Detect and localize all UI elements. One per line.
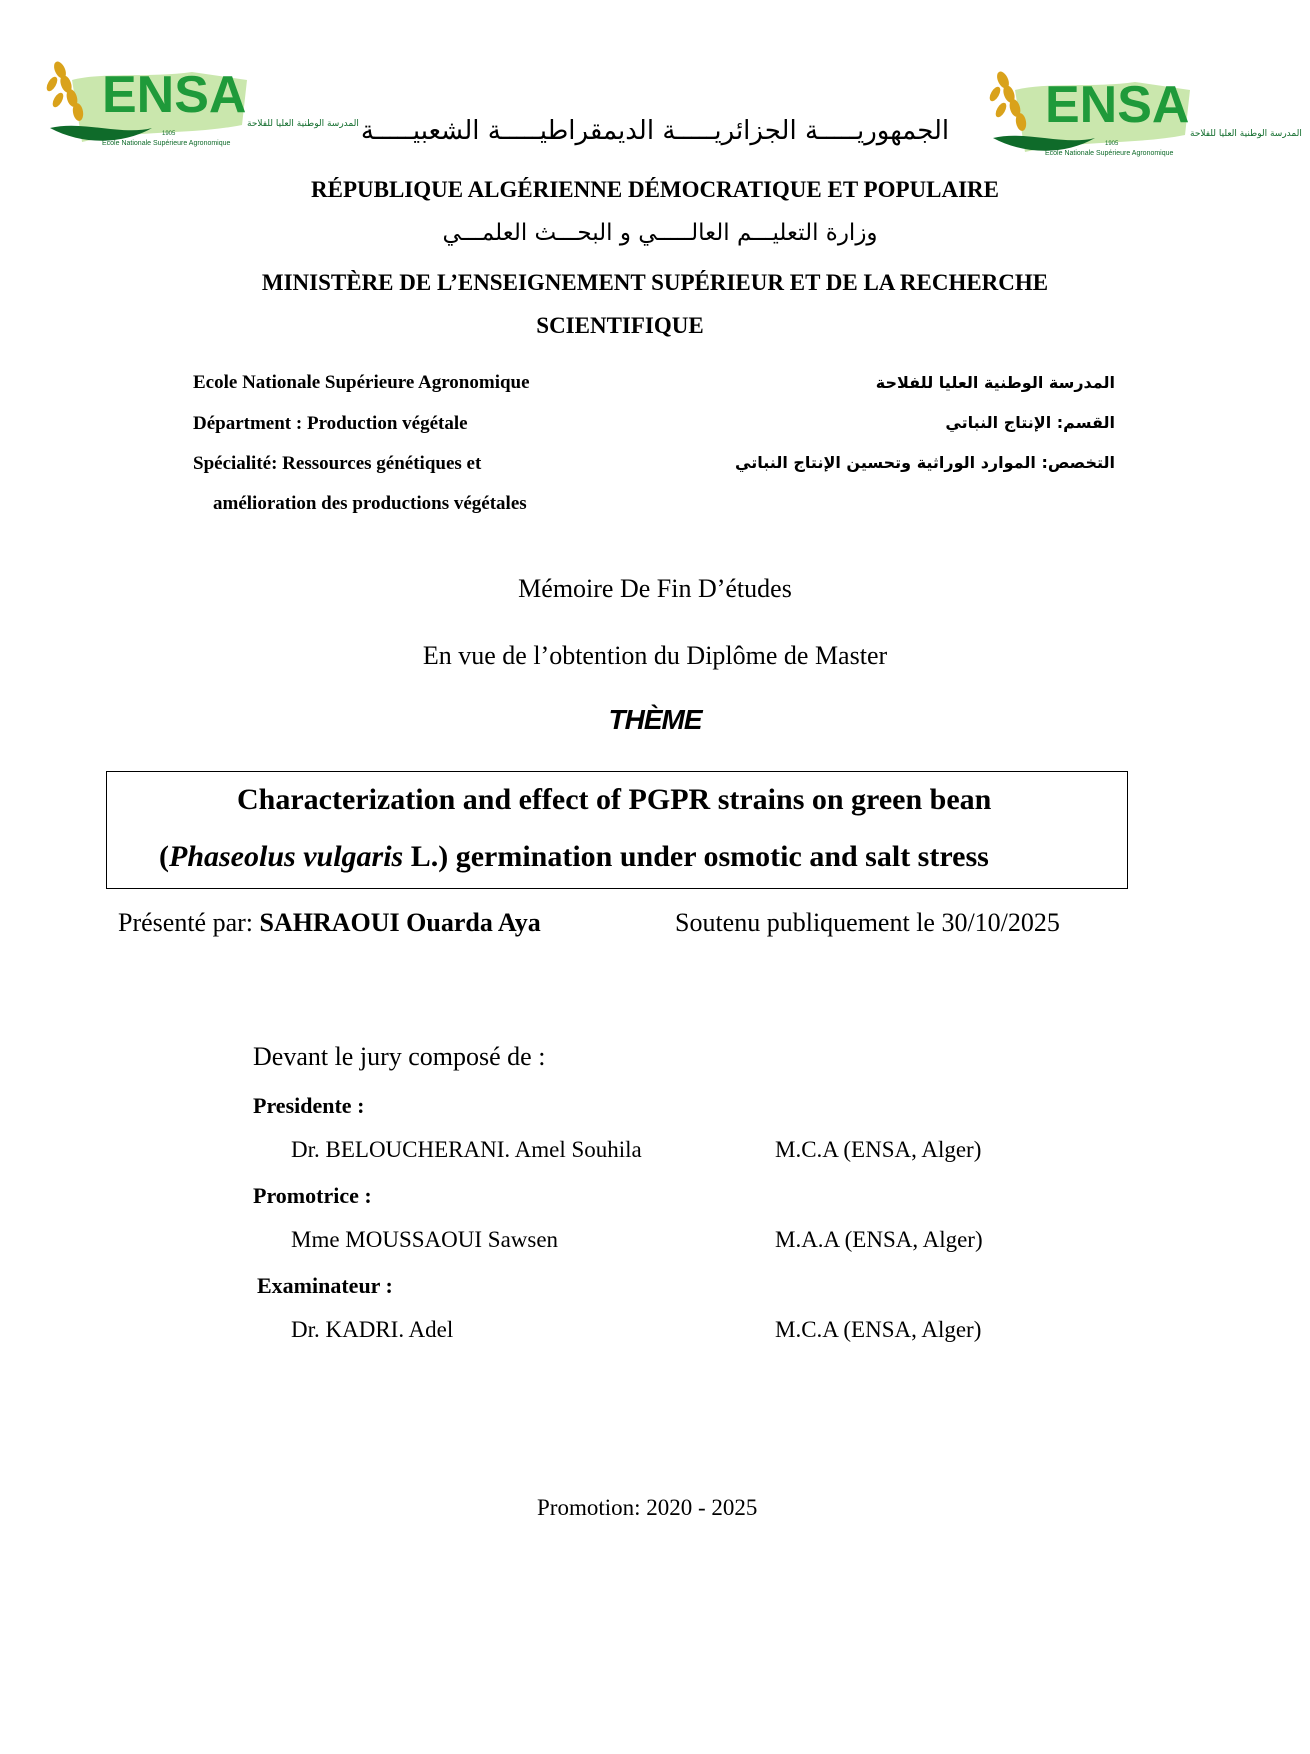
svg-text:ENSA: ENSA — [1045, 76, 1190, 134]
jury-grade-examiner: M.C.A (ENSA, Alger) — [775, 1317, 982, 1342]
logo-brand-text: ENSA — [102, 66, 247, 124]
presented-by — [118, 908, 541, 938]
jury-name-promoter: Mme MOUSSAOUI Sawsen — [291, 1227, 559, 1252]
thesis-title-box — [106, 771, 1128, 889]
memoire-purpose: En vue de l’obtention du Diplôme de Master — [422, 641, 888, 670]
jury-name-examiner: Dr. KADRI. Adel — [291, 1317, 454, 1342]
thesis-title-line1: Characterization and effect of PGPR strains on green bean — [237, 783, 992, 816]
republic-french: RÉPUBLIQUE ALGÉRIENNE DÉMOCRATIQUE ET POPULAIRE — [311, 177, 999, 202]
republic-arabic: الجمهوريـــــة الجزائريـــــة الديمقراطيـــــة الشعبيـــــة — [360, 116, 950, 146]
promotion: Promotion: 2020 - 2025 — [537, 1495, 758, 1520]
svg-text:المدرسة الوطنية العليا للفلاحة: المدرسة الوطنية العليا للفلاحة — [1190, 129, 1302, 139]
department-fr: Départment : Production végétale — [193, 413, 468, 434]
thesis-title-line2: (Phaseolus vulgaris L.) germination under osmotic and salt stress — [159, 840, 989, 873]
svg-text:المدرسة الوطنية العليا للفلاحة: المدرسة الوطنية العليا للفلاحة — [247, 119, 359, 129]
ministry-arabic: وزارة التعليـــم العالـــــي و البحـــث العلمـــي — [442, 220, 878, 246]
ministry-french-line1: MINISTÈRE DE L’ENSEIGNEMENT SUPÉRIEUR ET DE LA RECHERCHE — [261, 270, 1049, 295]
ensa-logo-left — [42, 50, 359, 150]
jury-role-president: Presidente : — [253, 1093, 365, 1118]
jury-role-examiner: Examinateur : — [257, 1273, 393, 1298]
species-name: Phaseolus vulgaris — [169, 840, 404, 873]
jury-name-president: Dr. BELOUCHERANI. Amel Souhila — [291, 1137, 642, 1162]
presented-label: Présenté par: — [118, 908, 260, 937]
svg-text:Ecole Nationale Supérieure Agr: Ecole Nationale Supérieure Agronomique — [1045, 150, 1174, 157]
ensa-logo-right — [985, 60, 1302, 160]
jury-grade-president: M.C.A (ENSA, Alger) — [775, 1137, 982, 1162]
theme-label: THÈME — [608, 704, 702, 735]
svg-text:1905: 1905 — [162, 131, 176, 137]
jury-grade-promoter: M.A.A (ENSA, Alger) — [775, 1227, 983, 1252]
defense-date: Soutenu publiquement le 30/10/2025 — [675, 908, 1060, 937]
school-name-ar: المدرسة الوطنية العليا للفلاحة — [875, 373, 1115, 392]
department-ar: القسم: الإنتاج النباتي — [945, 413, 1115, 432]
svg-text:1905: 1905 — [1105, 141, 1119, 147]
ministry-french-line2: SCIENTIFIQUE — [536, 313, 704, 338]
specialty-fr-line1: Spécialité: Ressources génétiques et — [193, 453, 482, 474]
jury-role-promoter: Promotrice : — [253, 1183, 372, 1208]
jury-intro: Devant le jury composé de : — [253, 1042, 546, 1071]
specialty-fr-line2: amélioration des productions végétales — [213, 493, 527, 514]
school-name-fr: Ecole Nationale Supérieure Agronomique — [193, 372, 530, 393]
specialty-ar: التخصص: الموارد الوراثية وتحسين الإنتاج النباتي — [735, 453, 1115, 472]
author-name: SAHRAOUI Ouarda Aya — [259, 908, 541, 937]
svg-text:Ecole Nationale Supérieure Agr: Ecole Nationale Supérieure Agronomique — [102, 140, 231, 147]
memoire-type: Mémoire De Fin D’études — [518, 574, 792, 603]
